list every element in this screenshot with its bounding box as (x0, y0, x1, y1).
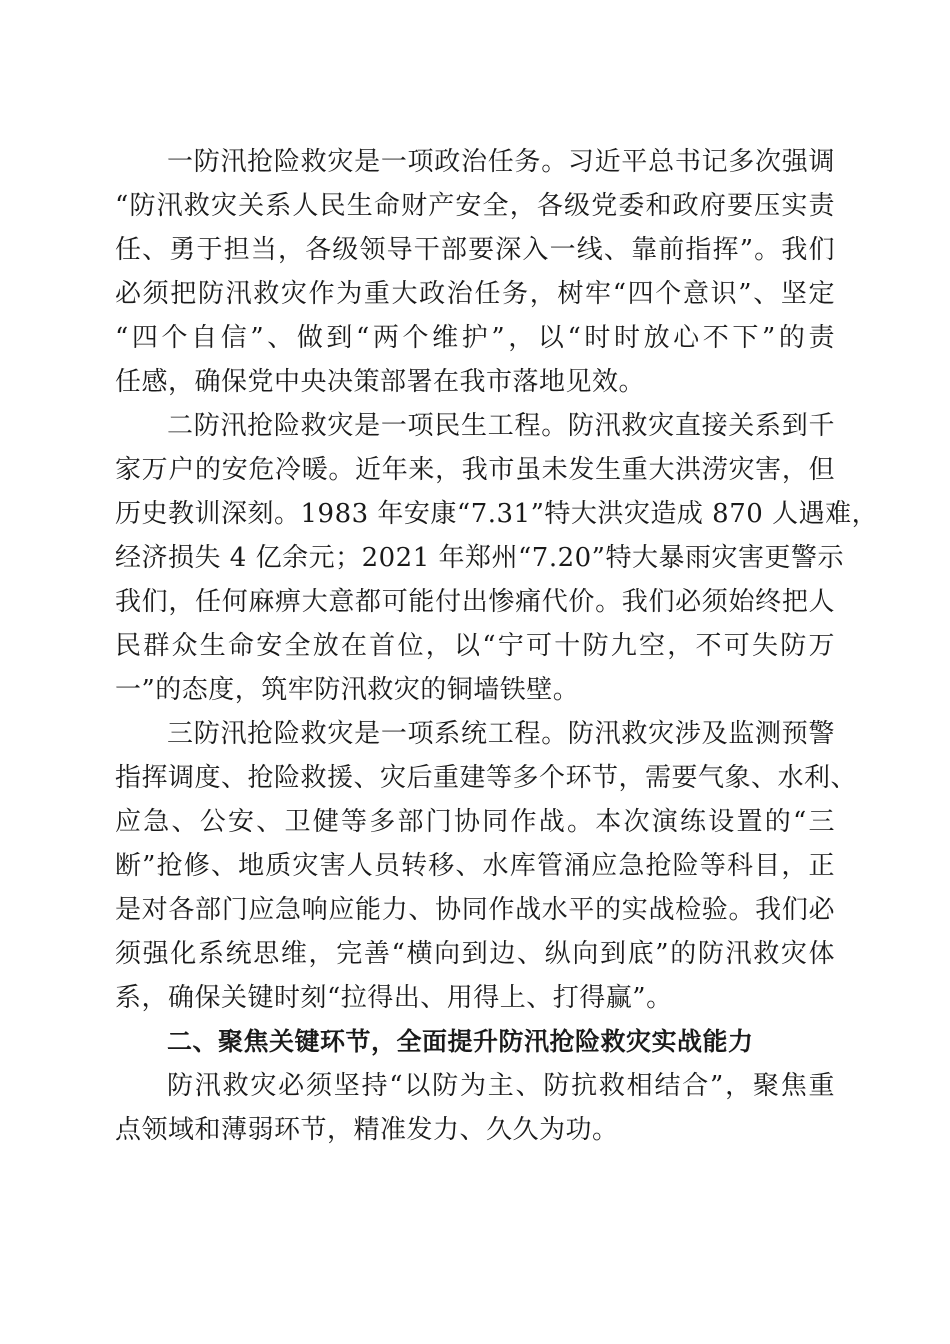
paragraph-line: 点领域和薄弱环节，精准发力、久久为功。 (115, 1115, 619, 1145)
paragraph-livelihood-project (115, 404, 879, 712)
paragraph-line: 系，确保关键时刻“拉得出、用得上、打得赢”。 (115, 983, 673, 1013)
section-heading: 二、聚焦关键环节，全面提升防汛抢险救灾实战能力 (167, 1027, 754, 1056)
paragraph-line: 民群众生命安全放在首位，以“宁可十防九空，不可失防万 (115, 631, 835, 661)
paragraph-line: 家万户的安危冷暖。近年来，我市虽未发生重大洪涝灾害，但 (115, 455, 835, 485)
paragraph-political-task (115, 140, 835, 404)
paragraph-line: “四个自信”、做到“两个维护”，以“时时放心不下”的责 (115, 323, 835, 353)
paragraph-line: 我们，任何麻痹大意都可能付出惨痛代价。我们必须始终把人 (115, 587, 835, 617)
paragraph-line: 经济损失 4 亿余元；2021 年郑州“7.20”特大暴雨灾害更警示 (115, 543, 844, 573)
paragraph-line: 指挥调度、抢险救援、灾后重建等多个环节，需要气象、水利、 (115, 763, 858, 793)
paragraph-line: “防汛救灾关系人民生命财产安全，各级党委和政府要压实责 (115, 191, 835, 221)
paragraph-line: 防汛救灾必须坚持“以防为主、防抗救相结合”，聚焦重 (167, 1071, 835, 1101)
paragraph-system-project (115, 712, 858, 1020)
paragraph-line: 一”的态度，筑牢防汛救灾的铜墙铁壁。 (115, 675, 580, 705)
document-body (115, 140, 879, 1152)
paragraph-line: 任感，确保党中央决策部署在我市落地见效。 (115, 367, 646, 397)
paragraph-line: 三防汛抢险救灾是一项系统工程。防汛救灾涉及监测预警 (167, 719, 835, 749)
paragraph-line: 应急、公安、卫健等多部门协同作战。本次演练设置的“三 (115, 807, 835, 837)
paragraph-line: 是对各部门应急响应能力、协同作战水平的实战检验。我们必 (115, 895, 835, 925)
paragraph-line: 任、勇于担当，各级领导干部要深入一线、靠前指挥”。我们 (115, 235, 835, 265)
paragraph-line: 一防汛抢险救灾是一项政治任务。习近平总书记多次强调 (167, 147, 835, 177)
paragraph-line: 断”抢修、地质灾害人员转移、水库管涌应急抢险等科目，正 (115, 851, 835, 881)
paragraph-line: 历史教训深刻。1983 年安康“7.31”特大洪灾造成 870 人遇难， (115, 499, 879, 529)
paragraph-line: 须强化系统思维，完善“横向到边、纵向到底”的防汛救灾体 (115, 939, 835, 969)
paragraph-line: 必须把防汛救灾作为重大政治任务，树牢“四个意识”、坚定 (115, 279, 835, 309)
paragraph-closing (115, 1064, 835, 1152)
paragraph-line: 二防汛抢险救灾是一项民生工程。防汛救灾直接关系到千 (167, 411, 835, 441)
